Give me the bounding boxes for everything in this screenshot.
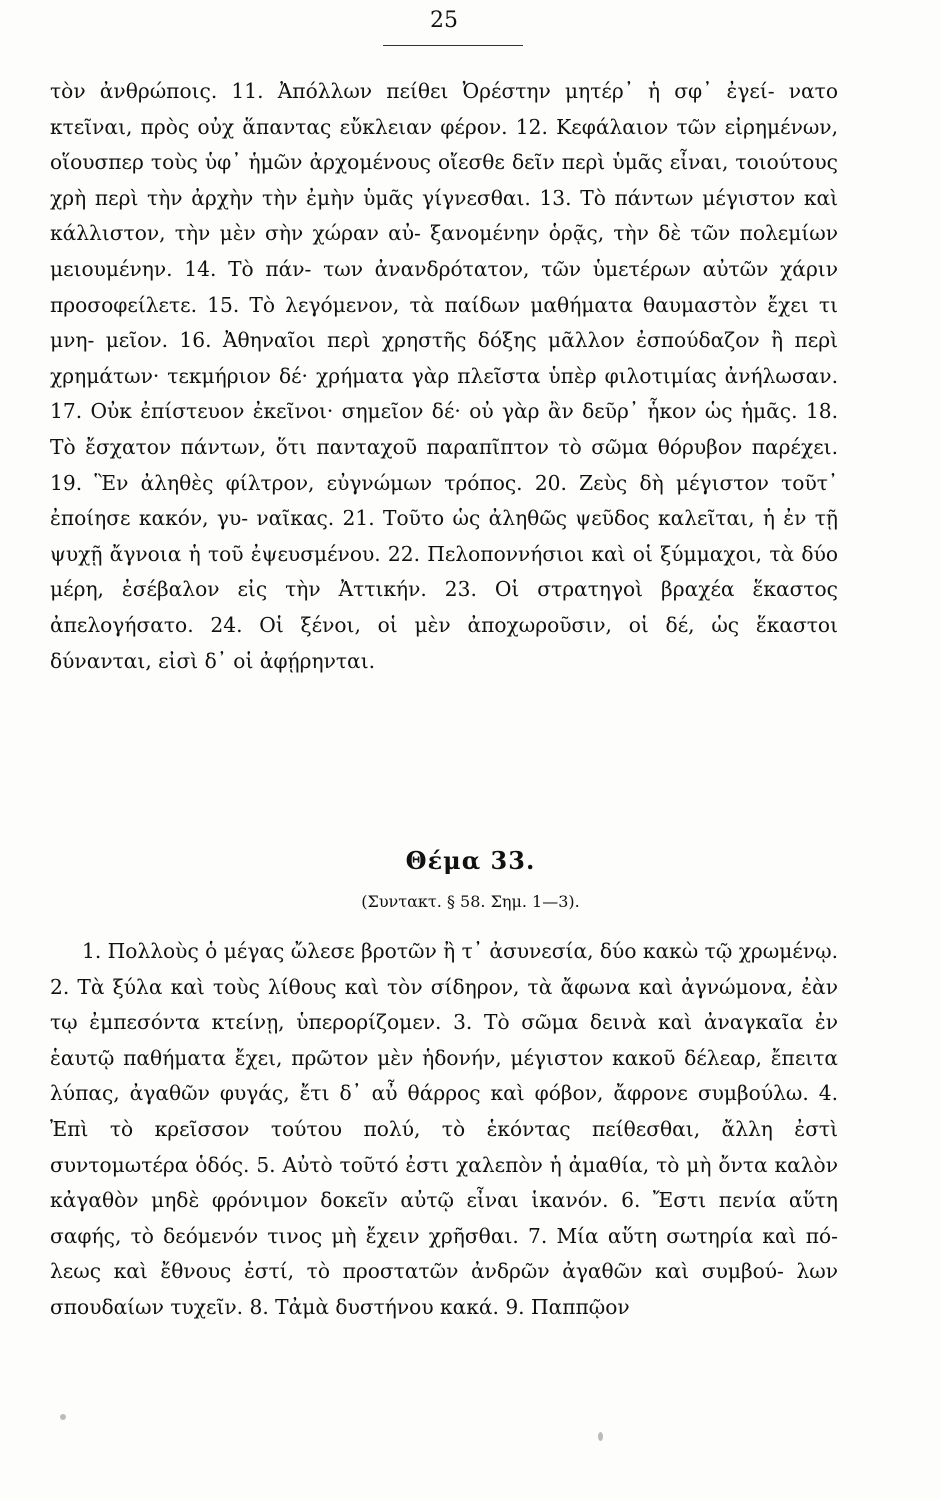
- page-number: 25: [430, 8, 458, 33]
- paragraph-text: 1. Πολλοὺς ὁ μέγας ὤλεσε βροτῶν ἢ τ᾽ ἀσυνεσία, δύο κακὼ τῷ χρωμένῳ. 2. Τὰ ξύλα καὶ τοὺς λίθους καὶ τὸν σίδηρον, τὰ ἄφωνα καὶ ἀγνώμονα, ἐὰν τῳ ἐμπεσόντα κτείνῃ, ὑπερορίζομεν. 3. Τὸ σῶμα δεινὰ καὶ ἀναγκαῖα ἐν ἑαυτῷ παθήματα ἔχει, πρῶτον μὲν ἡδονήν, μέγιστον κακοῦ δέλεαρ, ἔπειτα λύπας, ἀγαθῶν φυγάς, ἔτι δ᾽ αὖ θάρρος καὶ φόβον, ἄφρονε συμβούλω. 4. Ἐπὶ τὸ κρεῖσσον τούτου πολύ, τὸ ἑκόντας πείθεσθαι, ἄλλη ἐστὶ συντομωτέρα ὁδός. 5. Αὐτὸ τοῦτό ἐστι χαλεπὸν ἡ ἀμαθία, τὸ μὴ ὄντα καλὸν κἀγαθὸν μηδὲ φρόνιμον δοκεῖν αὐτῷ εἶναι ἱκανόν. 6. Ἔστι πενία αὕτη σαφής, τὸ δεόμενόν τινος μὴ ἔχειν χρῆσθαι. 7. Μία αὕτη σωτηρία καὶ πό- λεως καὶ ἔθνους ἐστί, τὸ προστατῶν ἀνδρῶν ἀγαθῶν καὶ συμβού- λων σπουδαίων τυχεῖν. 8. Τἀμὰ δυστήνου κακά. 9. Παππῷον: [50, 939, 838, 1319]
- paper-speck: [60, 1414, 66, 1420]
- page-number-rule: [383, 45, 523, 46]
- paragraph-text: τὸν ἀνθρώποις. 11. Ἀπόλλων πείθει Ὀρέστην μητέρ᾽ ἡ σφ᾽ ἐγεί- νατο κτεῖναι, πρὸς οὐχ ἅπαντας εὔκλειαν φέρον. 12. Κεφάλαιον τῶν εἰρημένων, οἵουσπερ τοὺς ὑφ᾽ ἡμῶν ἀρχομένους οἴεσθε δεῖν περὶ ὑμᾶς εἶναι, τοιούτους χρὴ περὶ τὴν ἀρχὴν τὴν ἐμὴν ὑμᾶς γίγνεσθαι. 13. Τὸ πάντων μέγιστον καὶ κάλλιστον, τὴν μὲν σὴν χώραν αὐ- ξανομένην ὁρᾷς, τὴν δὲ τῶν πολεμίων μειουμένην. 14. Τὸ πάν- των ἀνανδρότατον, τῶν ὑμετέρων αὐτῶν χάριν προσοφείλετε. 15. Τὸ λεγόμενον, τὰ παίδων μαθήματα θαυμαστὸν ἔχει τι μνη- μεῖον. 16. Ἀθηναῖοι περὶ χρηστῆς δόξης μᾶλλον ἐσπούδαζον ἢ περὶ χρημάτων· τεκμήριον δέ· χρήματα γὰρ πλεῖστα ὑπὲρ φιλοτιμίας ἀνήλωσαν. 17. Οὐκ ἐπίστευον ἐκεῖνοι· σημεῖον δέ· οὐ γὰρ ἂν δεῦρ᾽ ἧκον ὡς ἡμᾶς. 18. Τὸ ἔσχατον πάντων, ὅτι πανταχοῦ παραπῖπτον τὸ σῶμα θόρυβον παρέχει. 19. Ἓν ἀληθὲς φίλτρον, εὐγνώμων τρόπος. 20. Ζεὺς δὴ μέγιστον τοῦτ᾽ ἐποίησε κακόν, γυ- ναῖκας. 21. Τοῦτο ὡς ἀληθῶς ψεῦδος καλεῖται, ἡ ἐν τῇ ψυχῇ ἄγνοια ἡ τοῦ ἐψευσμένου. 22. Πελοποννήσιοι καὶ οἱ ξύμμαχοι, τὰ δύο μέρη, ἐσέβαλον εἰς τὴν Ἀττικήν. 23. Οἱ στρατηγοὶ βραχέα ἕκαστος ἀπελογήσατο. 24. Οἱ ξένοι, οἱ μὲν ἀποχωροῦσιν, οἱ δέ, ὡς ἕκαστοι δύνανται, εἰσὶ δ᾽ οἱ ἀφῄρηνται.: [50, 79, 838, 673]
- exercise-text: [50, 934, 838, 1326]
- section-reference: (Συντακτ. § 58. Σημ. 1—3).: [361, 892, 580, 911]
- exercise-text-continued: [50, 74, 838, 679]
- section-title: Θέμα 33.: [405, 846, 536, 875]
- paper-speck: [598, 1432, 603, 1441]
